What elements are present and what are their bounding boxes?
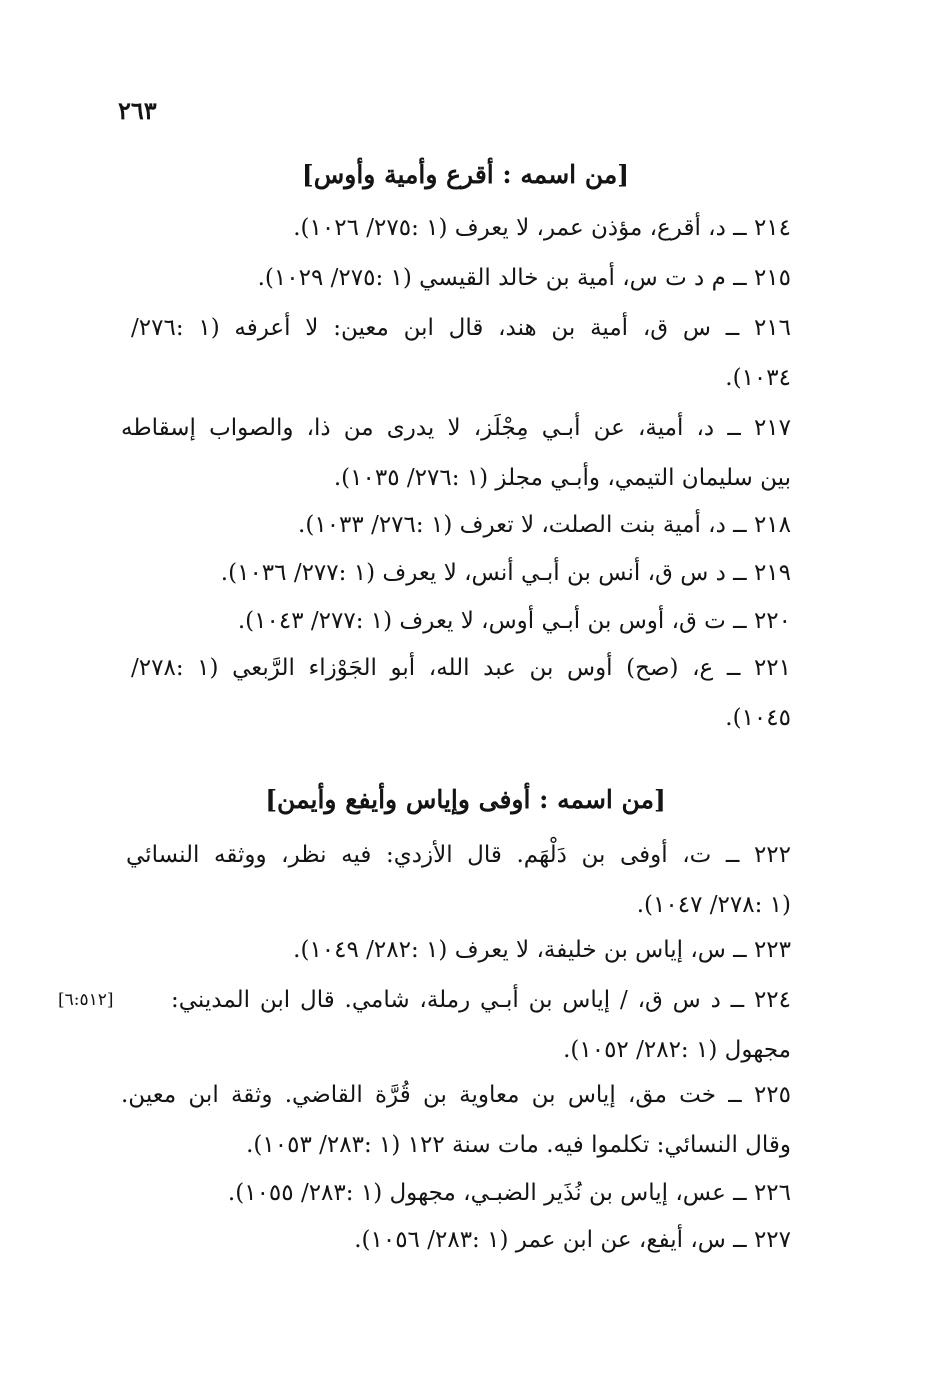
entry-line: ٢٢٧ ــ س، أيفع، عن ابن عمر (١ :٢٨٣/ ١٠٥٦).: [354, 1227, 791, 1253]
entry-223: [293, 925, 791, 975]
entry-218: [298, 500, 791, 550]
entry-219: [221, 548, 791, 598]
entry-line: ٢٢١ ــ ع، (صح) أوس بن عبد الله، أبو الجَوْزاء الرَّبعي (١ :٢٧٨/: [131, 655, 791, 681]
entry-line: ٢١٥ ــ م د ت س، أمية بن خالد القيسي (١ :٢٧٥/ ١٠٢٩).: [257, 265, 791, 291]
entry-line: ٢١٨ ــ د، أمية بنت الصلت، لا تعرف (١ :٢٧٦/ ١٠٣٣).: [298, 512, 791, 538]
entry-line: مجهول (١ :٢٨٢/ ١٠٥٢).: [563, 1037, 791, 1063]
margin-note: [٦:٥١٢]: [58, 990, 114, 1010]
entry-line: ٢٢٥ ــ خت مق، إياس بن معاوية بن قُرَّة القاضي. وثقة ابن معين.: [121, 1082, 791, 1108]
entry-line: ١٠٣٤).: [725, 365, 791, 391]
entry-line: ٢١٩ ــ د س ق، أنس بن أبـي أنس، لا يعرف (١ :٢٧٧/ ١٠٣٦).: [220, 560, 791, 586]
entry-216: [131, 303, 791, 403]
entry-line: ٢١٦ ــ س ق، أمية بن هند، قال ابن معين: لا أعرفه (١ :٢٧٦/: [131, 315, 792, 341]
entry-line: ٢١٤ ــ د، أقرع، مؤذن عمر، لا يعرف (١ :٢٧٥/ ١٠٢٦).: [293, 215, 791, 241]
entry-221: [131, 643, 791, 743]
entry-line: ٢٢٢ ــ ت، أوفى بن دَلْهَم. قال الأزدي: فيه نظر، ووثقه النسائي: [126, 842, 791, 868]
page-number: ٢٦٣: [118, 96, 157, 125]
entry-line: ٢٢٤ ــ د س ق، / إياس بن أبـي رملة، شامي. قال ابن المديني:: [171, 987, 791, 1013]
entry-227: [354, 1215, 791, 1265]
section-heading: [من اسمه : أوفى وإياس وأيفع وأيمن]: [265, 785, 666, 814]
entry-225: [121, 1070, 791, 1170]
entry-line: ١٠٤٥).: [725, 705, 791, 731]
entry-line: (١ :٢٧٨/ ١٠٤٧).: [636, 892, 791, 918]
entry-220: [238, 596, 791, 646]
entry-line: ٢١٧ ــ د، أمية، عن أبـي مِجْلَز، لا يدرى من ذا، والصواب إسقاطه: [121, 415, 791, 441]
entry-226: [228, 1168, 791, 1218]
entry-line: بين سليمان التيمي، وأبـي مجلز (١ :٢٧٦/ ١٠٣٥).: [333, 465, 791, 491]
entry-line: وقال النسائي: تكلموا فيه. مات سنة ١٢٢ (١ :٢٨٣/ ١٠٥٣).: [246, 1132, 791, 1158]
entry-214: [293, 203, 791, 253]
entry-line: ٢٢٣ ــ س، إياس بن خليفة، لا يعرف (١ :٢٨٢/ ١٠٤٩).: [293, 937, 791, 963]
entry-224: [171, 975, 791, 1075]
entry-line: ٢٢٦ ــ عس، إياس بن نُذَير الضبـي، مجهول (١ :٢٨٣/ ١٠٥٥).: [227, 1180, 791, 1206]
entry-215: [258, 253, 791, 303]
entry-217: [121, 403, 791, 503]
section-heading: [من اسمه : أقرع وأمية وأوس]: [301, 160, 630, 189]
entry-222: [126, 830, 791, 930]
entry-line: ٢٢٠ ــ ت ق، أوس بن أبـي أوس، لا يعرف (١ :٢٧٧/ ١٠٤٣).: [237, 608, 791, 634]
